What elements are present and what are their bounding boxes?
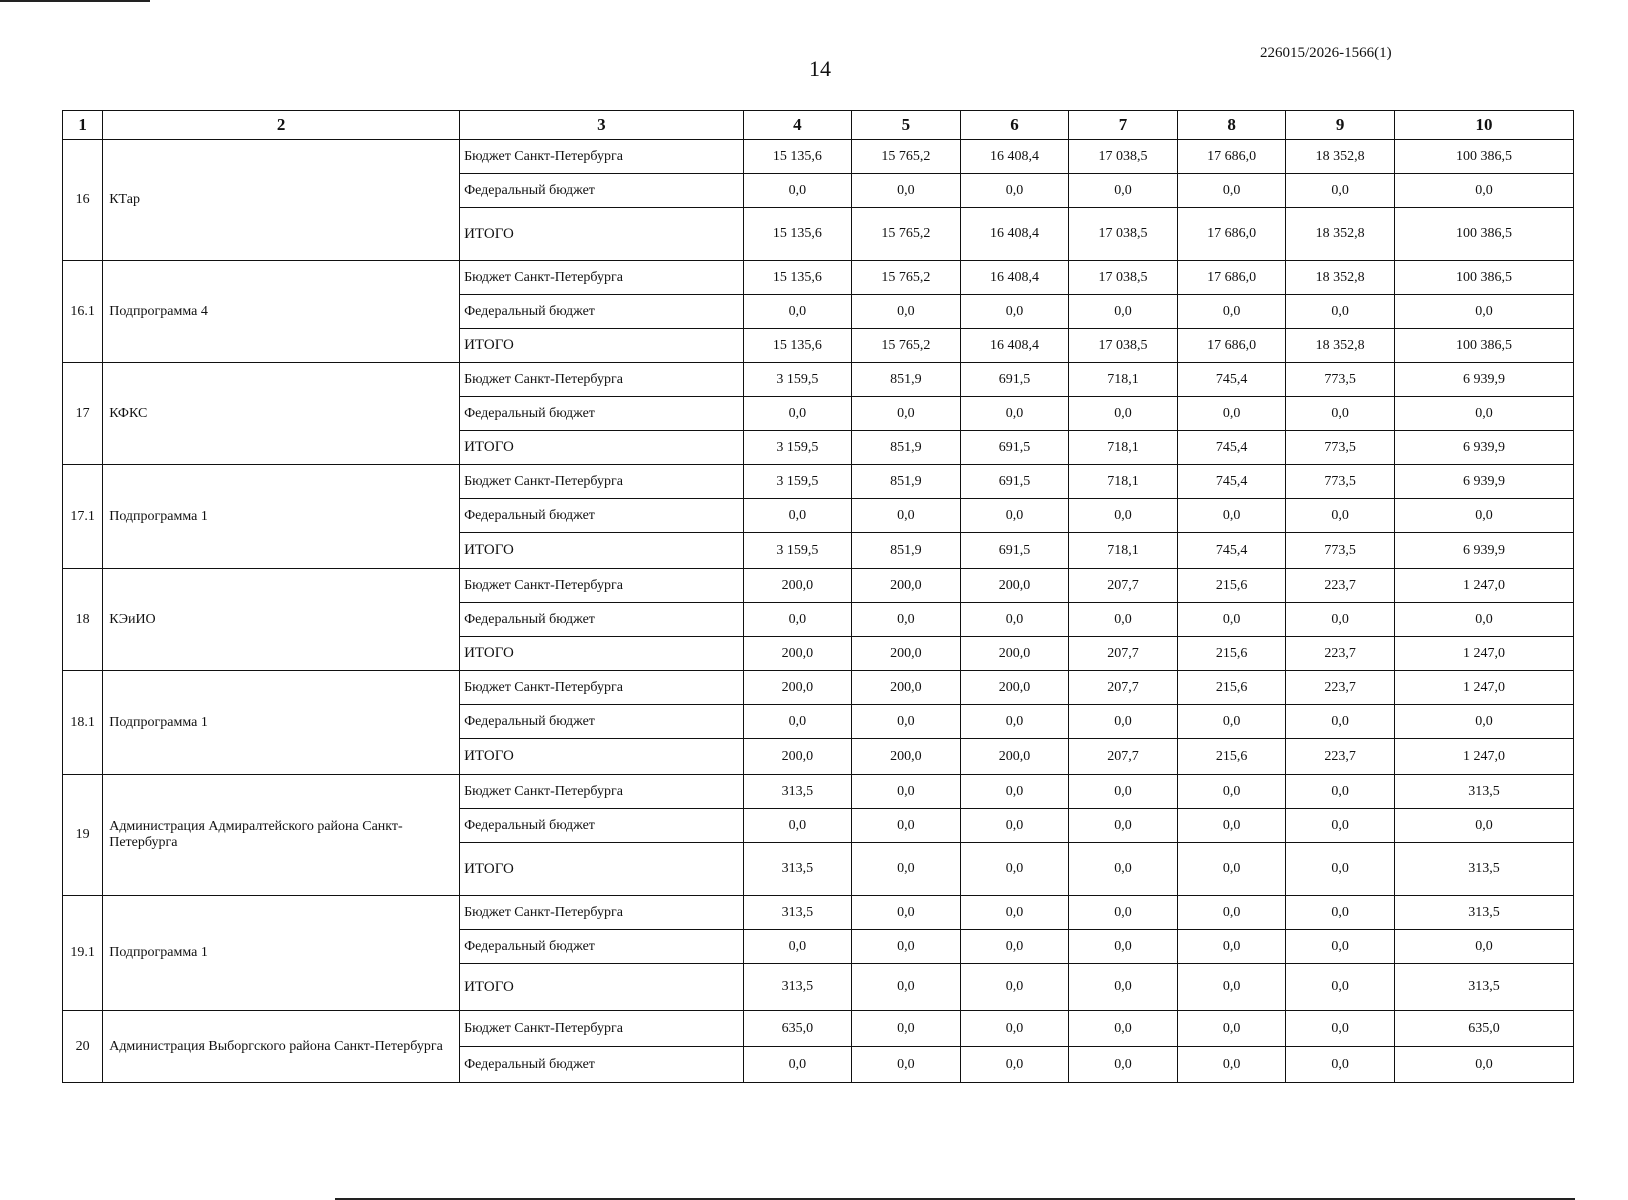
value-cell: 16 408,4	[960, 329, 1069, 363]
value-cell: 0,0	[852, 1047, 961, 1083]
value-cell: 0,0	[1069, 174, 1178, 208]
value-cell: 17 038,5	[1069, 140, 1178, 174]
row-index: 18.1	[63, 671, 103, 775]
value-cell: 0,0	[1069, 397, 1178, 431]
row-name: КЭиИО	[103, 569, 460, 671]
value-cell: 0,0	[960, 809, 1069, 843]
budget-type: ИТОГО	[460, 637, 744, 671]
value-cell: 0,0	[1177, 397, 1286, 431]
budget-type: Бюджет Санкт-Петербурга	[460, 1011, 744, 1047]
total-cell: 100 386,5	[1394, 329, 1573, 363]
value-cell: 773,5	[1286, 465, 1395, 499]
value-cell: 15 135,6	[743, 261, 852, 295]
value-cell: 313,5	[743, 896, 852, 930]
value-cell: 0,0	[960, 930, 1069, 964]
value-cell: 0,0	[960, 499, 1069, 533]
value-cell: 0,0	[1069, 603, 1178, 637]
row-name: Подпрограмма 4	[103, 261, 460, 363]
value-cell: 0,0	[1286, 174, 1395, 208]
value-cell: 0,0	[1286, 964, 1395, 1011]
row-index: 17	[63, 363, 103, 465]
value-cell: 15 765,2	[852, 140, 961, 174]
value-cell: 0,0	[1286, 1047, 1395, 1083]
budget-type: Бюджет Санкт-Петербурга	[460, 261, 744, 295]
value-cell: 0,0	[1069, 775, 1178, 809]
value-cell: 16 408,4	[960, 208, 1069, 261]
value-cell: 0,0	[1069, 964, 1178, 1011]
value-cell: 3 159,5	[743, 431, 852, 465]
total-cell: 100 386,5	[1394, 140, 1573, 174]
total-cell: 313,5	[1394, 964, 1573, 1011]
row-name: Администрация Адмиралтейского района Санкт-Петербурга	[103, 775, 460, 896]
value-cell: 207,7	[1069, 569, 1178, 603]
value-cell: 0,0	[1177, 964, 1286, 1011]
budget-type: Бюджет Санкт-Петербурга	[460, 671, 744, 705]
budget-type: Федеральный бюджет	[460, 1047, 744, 1083]
value-cell: 0,0	[1286, 499, 1395, 533]
value-cell: 0,0	[1177, 295, 1286, 329]
value-cell: 207,7	[1069, 671, 1178, 705]
column-header: 6	[960, 111, 1069, 140]
value-cell: 200,0	[960, 739, 1069, 775]
value-cell: 18 352,8	[1286, 329, 1395, 363]
value-cell: 0,0	[1177, 930, 1286, 964]
value-cell: 215,6	[1177, 637, 1286, 671]
column-number-row	[63, 111, 1574, 140]
value-cell: 313,5	[743, 775, 852, 809]
value-cell: 0,0	[852, 964, 961, 1011]
row-name: Подпрограмма 1	[103, 465, 460, 569]
value-cell: 223,7	[1286, 739, 1395, 775]
value-cell: 15 135,6	[743, 140, 852, 174]
budget-type: Федеральный бюджет	[460, 705, 744, 739]
value-cell: 200,0	[960, 671, 1069, 705]
value-cell: 0,0	[960, 295, 1069, 329]
value-cell: 215,6	[1177, 569, 1286, 603]
table-row	[63, 896, 1574, 930]
value-cell: 3 159,5	[743, 363, 852, 397]
value-cell: 207,7	[1069, 637, 1178, 671]
value-cell: 223,7	[1286, 671, 1395, 705]
value-cell: 691,5	[960, 363, 1069, 397]
budget-type: Федеральный бюджет	[460, 809, 744, 843]
row-name: Подпрограмма 1	[103, 896, 460, 1011]
total-cell: 1 247,0	[1394, 739, 1573, 775]
value-cell: 200,0	[852, 671, 961, 705]
value-cell: 0,0	[743, 809, 852, 843]
value-cell: 17 686,0	[1177, 208, 1286, 261]
value-cell: 200,0	[852, 637, 961, 671]
value-cell: 15 135,6	[743, 329, 852, 363]
table-row	[63, 1011, 1574, 1047]
value-cell: 0,0	[852, 896, 961, 930]
value-cell: 15 765,2	[852, 261, 961, 295]
value-cell: 0,0	[1069, 499, 1178, 533]
value-cell: 17 686,0	[1177, 140, 1286, 174]
value-cell: 0,0	[1177, 775, 1286, 809]
budget-table-container	[62, 110, 1574, 1083]
value-cell: 0,0	[960, 603, 1069, 637]
value-cell: 0,0	[852, 930, 961, 964]
row-index: 19	[63, 775, 103, 896]
value-cell: 200,0	[743, 739, 852, 775]
column-header: 4	[743, 111, 852, 140]
total-cell: 1 247,0	[1394, 671, 1573, 705]
value-cell: 0,0	[852, 499, 961, 533]
value-cell: 0,0	[743, 499, 852, 533]
value-cell: 0,0	[1069, 809, 1178, 843]
value-cell: 0,0	[743, 930, 852, 964]
value-cell: 200,0	[852, 739, 961, 775]
total-cell: 0,0	[1394, 930, 1573, 964]
value-cell: 0,0	[852, 174, 961, 208]
total-cell: 1 247,0	[1394, 569, 1573, 603]
total-cell: 313,5	[1394, 843, 1573, 896]
value-cell: 851,9	[852, 363, 961, 397]
value-cell: 0,0	[852, 295, 961, 329]
value-cell: 745,4	[1177, 465, 1286, 499]
row-name: КТар	[103, 140, 460, 261]
row-index: 17.1	[63, 465, 103, 569]
budget-table	[62, 110, 1574, 1083]
budget-type: ИТОГО	[460, 739, 744, 775]
page-number: 14	[809, 56, 831, 81]
table-row	[63, 569, 1574, 603]
budget-type: Федеральный бюджет	[460, 397, 744, 431]
value-cell: 200,0	[960, 637, 1069, 671]
total-cell: 0,0	[1394, 174, 1573, 208]
budget-type: Бюджет Санкт-Петербурга	[460, 363, 744, 397]
total-cell: 0,0	[1394, 397, 1573, 431]
value-cell: 635,0	[743, 1011, 852, 1047]
value-cell: 0,0	[1286, 843, 1395, 896]
value-cell: 745,4	[1177, 431, 1286, 465]
value-cell: 16 408,4	[960, 261, 1069, 295]
value-cell: 15 765,2	[852, 329, 961, 363]
row-index: 16.1	[63, 261, 103, 363]
value-cell: 313,5	[743, 843, 852, 896]
value-cell: 745,4	[1177, 363, 1286, 397]
value-cell: 718,1	[1069, 465, 1178, 499]
value-cell: 215,6	[1177, 739, 1286, 775]
value-cell: 0,0	[1069, 843, 1178, 896]
value-cell: 0,0	[1286, 295, 1395, 329]
value-cell: 0,0	[852, 603, 961, 637]
row-index: 18	[63, 569, 103, 671]
value-cell: 18 352,8	[1286, 140, 1395, 174]
value-cell: 718,1	[1069, 431, 1178, 465]
value-cell: 0,0	[1177, 705, 1286, 739]
value-cell: 17 686,0	[1177, 261, 1286, 295]
budget-type: Федеральный бюджет	[460, 174, 744, 208]
total-cell: 100 386,5	[1394, 208, 1573, 261]
value-cell: 223,7	[1286, 637, 1395, 671]
value-cell: 851,9	[852, 465, 961, 499]
value-cell: 0,0	[960, 775, 1069, 809]
value-cell: 0,0	[1177, 603, 1286, 637]
budget-type: Бюджет Санкт-Петербурга	[460, 896, 744, 930]
column-header: 9	[1286, 111, 1395, 140]
budget-type: ИТОГО	[460, 208, 744, 261]
value-cell: 0,0	[960, 1047, 1069, 1083]
value-cell: 3 159,5	[743, 533, 852, 569]
total-cell: 0,0	[1394, 705, 1573, 739]
value-cell: 200,0	[743, 637, 852, 671]
table-row	[63, 140, 1574, 174]
value-cell: 0,0	[960, 397, 1069, 431]
value-cell: 851,9	[852, 533, 961, 569]
value-cell: 223,7	[1286, 569, 1395, 603]
budget-type: Федеральный бюджет	[460, 603, 744, 637]
value-cell: 17 038,5	[1069, 329, 1178, 363]
budget-type: ИТОГО	[460, 431, 744, 465]
value-cell: 0,0	[1177, 1047, 1286, 1083]
column-header: 5	[852, 111, 961, 140]
total-cell: 6 939,9	[1394, 533, 1573, 569]
budget-type: Бюджет Санкт-Петербурга	[460, 465, 744, 499]
value-cell: 773,5	[1286, 533, 1395, 569]
value-cell: 0,0	[960, 843, 1069, 896]
value-cell: 0,0	[1177, 896, 1286, 930]
value-cell: 0,0	[1069, 705, 1178, 739]
value-cell: 0,0	[1286, 1011, 1395, 1047]
value-cell: 0,0	[1069, 295, 1178, 329]
value-cell: 0,0	[743, 174, 852, 208]
value-cell: 3 159,5	[743, 465, 852, 499]
value-cell: 0,0	[960, 174, 1069, 208]
budget-type: ИТОГО	[460, 329, 744, 363]
total-cell: 0,0	[1394, 603, 1573, 637]
value-cell: 0,0	[743, 705, 852, 739]
value-cell: 0,0	[852, 809, 961, 843]
row-name: КФКС	[103, 363, 460, 465]
table-body	[63, 140, 1574, 1083]
value-cell: 215,6	[1177, 671, 1286, 705]
value-cell: 0,0	[743, 295, 852, 329]
value-cell: 0,0	[1069, 896, 1178, 930]
budget-type: ИТОГО	[460, 533, 744, 569]
value-cell: 0,0	[1069, 1047, 1178, 1083]
total-cell: 313,5	[1394, 896, 1573, 930]
value-cell: 0,0	[1177, 499, 1286, 533]
row-name: Администрация Выборгского района Санкт-Петербурга	[103, 1011, 460, 1083]
value-cell: 0,0	[852, 705, 961, 739]
row-index: 19.1	[63, 896, 103, 1011]
value-cell: 0,0	[960, 964, 1069, 1011]
value-cell: 17 038,5	[1069, 261, 1178, 295]
value-cell: 207,7	[1069, 739, 1178, 775]
value-cell: 0,0	[1286, 397, 1395, 431]
value-cell: 0,0	[1286, 603, 1395, 637]
total-cell: 0,0	[1394, 295, 1573, 329]
table-row	[63, 465, 1574, 499]
budget-type: ИТОГО	[460, 964, 744, 1011]
total-cell: 100 386,5	[1394, 261, 1573, 295]
column-header: 3	[460, 111, 744, 140]
total-cell: 0,0	[1394, 499, 1573, 533]
value-cell: 691,5	[960, 533, 1069, 569]
value-cell: 773,5	[1286, 363, 1395, 397]
budget-type: Федеральный бюджет	[460, 295, 744, 329]
value-cell: 851,9	[852, 431, 961, 465]
value-cell: 0,0	[852, 1011, 961, 1047]
value-cell: 313,5	[743, 964, 852, 1011]
value-cell: 200,0	[960, 569, 1069, 603]
column-header: 1	[63, 111, 103, 140]
total-cell: 6 939,9	[1394, 465, 1573, 499]
value-cell: 0,0	[1069, 1011, 1178, 1047]
value-cell: 18 352,8	[1286, 208, 1395, 261]
value-cell: 0,0	[743, 397, 852, 431]
total-cell: 635,0	[1394, 1011, 1573, 1047]
total-cell: 6 939,9	[1394, 363, 1573, 397]
scan-edge-line-top	[0, 0, 150, 2]
budget-type: Бюджет Санкт-Петербурга	[460, 569, 744, 603]
value-cell: 15 765,2	[852, 208, 961, 261]
column-header: 2	[103, 111, 460, 140]
value-cell: 0,0	[743, 603, 852, 637]
document-id: 226015/2026-1566(1)	[1260, 45, 1392, 61]
budget-type: Бюджет Санкт-Петербурга	[460, 140, 744, 174]
value-cell: 17 686,0	[1177, 329, 1286, 363]
budget-type: ИТОГО	[460, 843, 744, 896]
value-cell: 745,4	[1177, 533, 1286, 569]
table-row	[63, 363, 1574, 397]
total-cell: 0,0	[1394, 1047, 1573, 1083]
row-index: 16	[63, 140, 103, 261]
value-cell: 0,0	[1177, 809, 1286, 843]
value-cell: 17 038,5	[1069, 208, 1178, 261]
value-cell: 200,0	[743, 569, 852, 603]
budget-type: Федеральный бюджет	[460, 930, 744, 964]
value-cell: 0,0	[960, 705, 1069, 739]
value-cell: 18 352,8	[1286, 261, 1395, 295]
value-cell: 0,0	[1069, 930, 1178, 964]
row-name: Подпрограмма 1	[103, 671, 460, 775]
table-row	[63, 775, 1574, 809]
row-index: 20	[63, 1011, 103, 1083]
total-cell: 1 247,0	[1394, 637, 1573, 671]
total-cell: 6 939,9	[1394, 431, 1573, 465]
value-cell: 0,0	[1286, 896, 1395, 930]
value-cell: 0,0	[852, 775, 961, 809]
table-row	[63, 261, 1574, 295]
value-cell: 0,0	[1286, 775, 1395, 809]
value-cell: 200,0	[852, 569, 961, 603]
value-cell: 0,0	[960, 896, 1069, 930]
value-cell: 0,0	[852, 397, 961, 431]
value-cell: 691,5	[960, 465, 1069, 499]
value-cell: 0,0	[1286, 809, 1395, 843]
table-row	[63, 671, 1574, 705]
budget-type: Бюджет Санкт-Петербурга	[460, 775, 744, 809]
value-cell: 16 408,4	[960, 140, 1069, 174]
total-cell: 0,0	[1394, 809, 1573, 843]
value-cell: 200,0	[743, 671, 852, 705]
value-cell: 718,1	[1069, 533, 1178, 569]
value-cell: 15 135,6	[743, 208, 852, 261]
value-cell: 0,0	[743, 1047, 852, 1083]
value-cell: 0,0	[1177, 1011, 1286, 1047]
column-header: 8	[1177, 111, 1286, 140]
value-cell: 0,0	[852, 843, 961, 896]
budget-type: Федеральный бюджет	[460, 499, 744, 533]
value-cell: 0,0	[1177, 843, 1286, 896]
value-cell: 773,5	[1286, 431, 1395, 465]
value-cell: 718,1	[1069, 363, 1178, 397]
value-cell: 0,0	[1286, 930, 1395, 964]
column-header: 10	[1394, 111, 1573, 140]
value-cell: 691,5	[960, 431, 1069, 465]
column-header: 7	[1069, 111, 1178, 140]
value-cell: 0,0	[1177, 174, 1286, 208]
total-cell: 313,5	[1394, 775, 1573, 809]
value-cell: 0,0	[1286, 705, 1395, 739]
value-cell: 0,0	[960, 1011, 1069, 1047]
